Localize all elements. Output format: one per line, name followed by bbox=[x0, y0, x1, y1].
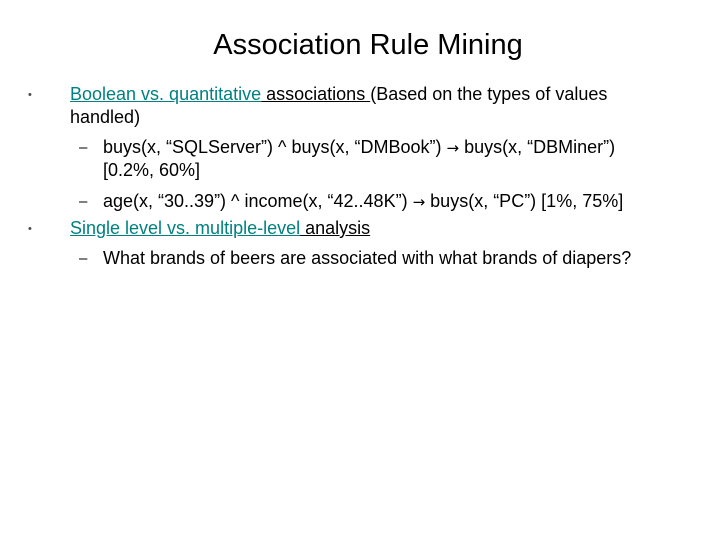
bullet-marker: • bbox=[28, 89, 32, 101]
bullet-1-line-1 bbox=[70, 83, 607, 106]
bullet-1-rest-text: (Based on the types of values bbox=[370, 84, 608, 104]
implies-arrow-icon: → bbox=[446, 139, 460, 157]
sub-item-sqlserver-rule bbox=[103, 136, 615, 160]
sub-item-sqlserver-metrics: [0.2%, 60%] bbox=[103, 160, 201, 180]
sub-bullet-marker: – bbox=[79, 250, 88, 267]
sub-bullet-marker: – bbox=[79, 139, 88, 156]
sub-item-age-income-rule bbox=[103, 190, 623, 214]
sub-bullet-marker: – bbox=[79, 193, 88, 210]
associations-text: associations bbox=[261, 84, 371, 104]
boolean-vs-quantitative-link[interactable]: Boolean vs. quantitative bbox=[70, 84, 262, 104]
bullet-1-line-2: handled) bbox=[70, 107, 141, 127]
rule-antecedent: buys(x, “SQLServer”) ^ buys(x, “DMBook”) bbox=[103, 137, 442, 157]
rule-consequent: buys(x, “DBMiner”) bbox=[464, 137, 616, 157]
analysis-text: analysis bbox=[300, 218, 371, 238]
bullet-2-line-1 bbox=[70, 217, 370, 240]
bullet-marker: • bbox=[28, 223, 32, 235]
single-vs-multiple-level-link[interactable]: Single level vs. multiple-level bbox=[70, 218, 301, 238]
sub-item-beers-diapers: What brands of beers are associated with what brands of diapers? bbox=[103, 248, 632, 268]
rule-antecedent: age(x, “30..39”) ^ income(x, “42..48K”) bbox=[103, 191, 408, 211]
slide-title: Association Rule Mining bbox=[213, 29, 523, 61]
implies-arrow-icon: → bbox=[412, 193, 426, 211]
rule-consequent: buys(x, “PC”) [1%, 75%] bbox=[430, 191, 624, 211]
